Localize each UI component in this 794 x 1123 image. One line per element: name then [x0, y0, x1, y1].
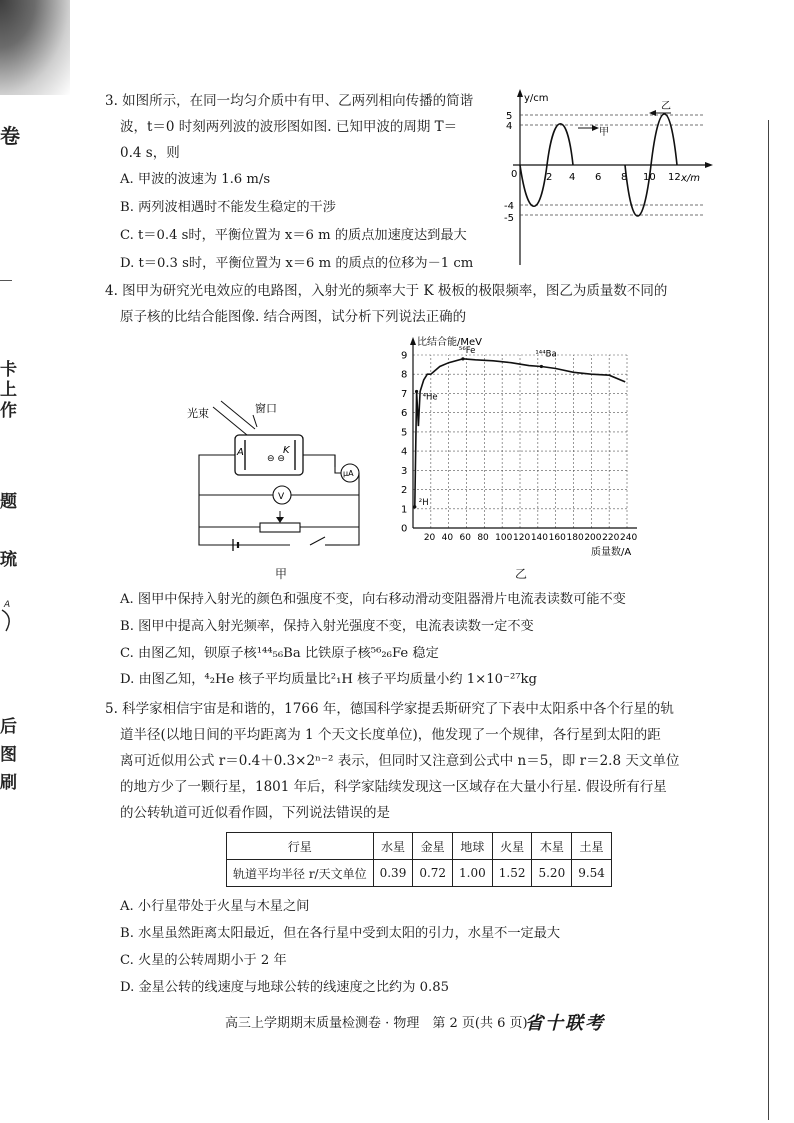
table-row — [227, 833, 612, 860]
y-tick-label: 7 — [401, 388, 408, 400]
x-axis-title: 质量数/A — [591, 547, 632, 558]
table-cell: 9.54 — [572, 860, 612, 887]
x-tick-label: 8 — [621, 172, 628, 183]
y-axis-arrow — [517, 89, 523, 97]
q5-stem-line: 的公转轨道可近似看作圆，下列说法错误的是 — [120, 805, 390, 821]
q5-option-d: D. 金星公转的线速度与地球公转的线速度之比约为 0.85 — [120, 980, 449, 995]
wire — [303, 455, 335, 467]
origin-label: 0 — [511, 169, 518, 180]
q4-option-c: C. 由图乙知，钡原子核¹⁴⁴₅₆Ba 比铁原子核⁵⁶₂₆Fe 稳定 — [120, 646, 439, 661]
q4-stem-line: 原子核的比结合能图像. 结合两图，试分析下列说法正确的 — [120, 309, 467, 325]
q4-option-b: B. 图甲中提高入射光频率，保持入射光强度不变，电流表读数一定不变 — [120, 619, 534, 634]
annotation-point — [461, 357, 464, 360]
q5-stem-line: 的地方少了一颗行星，1801 年后，科学家陆续发现这一区域存在大量小行星. 假设所有行星 — [120, 779, 667, 795]
x-tick-label: 40 — [441, 533, 454, 543]
x-tick-label: 60 — [459, 533, 471, 543]
photoelectric-circuit-figure — [185, 395, 370, 565]
switch — [310, 537, 325, 545]
y-tick-label: 4 — [401, 446, 408, 458]
light-ray — [213, 407, 247, 435]
x-tick-label: 80 — [477, 533, 489, 543]
q5-stem-line: 道半径(以地日间的平均距离为 1 个天文长度单位)，他发现了一个规律，各行星到太阳的距 — [120, 727, 661, 743]
page-footer: 高三上学期期末质量检测卷 · 物理 第 2 页(共 6 页) — [225, 1016, 528, 1031]
table-header-cell: 金星 — [413, 833, 453, 860]
q3-option-c: C. t＝0.4 s时，平衡位置为 x＝6 m 的质点加速度达到最大 — [120, 228, 467, 243]
q3-wave-figure — [503, 85, 723, 270]
y-tick-label: 4 — [506, 121, 513, 132]
q3-stem-line: 0.4 s，则 — [120, 145, 180, 161]
chart-grid — [413, 355, 627, 528]
y-tick-label: -5 — [504, 213, 514, 224]
footer-logo: 省十联考 — [525, 1013, 605, 1034]
q3-option-b: B. 两列波相遇时不能发生稳定的干涉 — [120, 200, 336, 215]
x-tick-label: 12 — [668, 172, 681, 183]
y-tick-label: 2 — [401, 485, 408, 497]
y-tick-label: 1 — [401, 504, 408, 516]
table-cell: 0.72 — [413, 860, 453, 887]
annotation-point — [413, 505, 416, 508]
table-header-cell: 行星 — [227, 833, 374, 860]
y-axis-label: y/cm — [524, 93, 549, 104]
rheostat — [260, 523, 300, 532]
x-tick-label: 2 — [546, 172, 553, 183]
planet-table — [226, 832, 612, 887]
x-tick-label: 160 — [548, 533, 566, 543]
margin-arc-mark — [0, 595, 16, 635]
q4-option-a: A. 图甲中保持入射光的颜色和强度不变，向右移动滑动变阻器滑片电流表读数可能不变 — [120, 592, 626, 607]
x-tick-label: 140 — [530, 533, 549, 543]
plate-a-label: A — [237, 447, 244, 458]
x-axis-arrow — [705, 162, 713, 168]
table-cell: 5.20 — [532, 860, 572, 887]
table-header-cell: 木星 — [532, 833, 572, 860]
margin-char: 刷 — [0, 773, 17, 793]
y-tick-label: 0 — [401, 523, 408, 535]
wave-b-label: 乙 — [661, 101, 671, 112]
x-tick-label: 10 — [643, 172, 656, 183]
light-beam-label: 光束 — [187, 407, 209, 420]
q3-stem-line: 3. 如图所示，在同一均匀介质中有甲、乙两列相向传播的简谐 — [105, 93, 474, 109]
annotation-label: ⁵⁶Fe — [458, 345, 476, 356]
margin-char: 卷 — [0, 124, 20, 148]
table-header-cell: 水星 — [373, 833, 413, 860]
q5-stem-line: 5. 科学家相信宇宙是和谐的，1766 年，德国科学家提丢斯研究了下表中太阳系中各个行星的轨 — [105, 701, 674, 717]
table-header-cell: 地球 — [453, 833, 493, 860]
voltmeter-label: V — [278, 492, 285, 502]
margin-char: 后 — [0, 717, 17, 737]
rheostat-slider — [276, 517, 284, 523]
annotation-point — [415, 390, 418, 393]
x-tick-label: 180 — [566, 533, 584, 543]
svg-text:A: A — [4, 600, 11, 610]
x-tick-label: 200 — [584, 533, 602, 543]
x-tick-label: 20 — [423, 533, 436, 543]
table-header-cell: 土星 — [572, 833, 612, 860]
margin-char: 琉 — [0, 550, 17, 570]
table-cell: 轨道平均半径 r/天文单位 — [227, 860, 374, 887]
y-tick-label: -4 — [504, 201, 514, 212]
y-tick-label: 9 — [401, 350, 408, 362]
margin-char: 上 — [0, 380, 17, 400]
window-label: 窗口 — [255, 402, 277, 415]
q5-option-b: B. 水星虽然距离太阳最近，但在各行星中受到太阳的引力，水星不一定最大 — [120, 926, 561, 941]
q3-option-d: D. t＝0.3 s时，平衡位置为 x＝6 m 的质点的位移为－1 cm — [120, 256, 474, 271]
scan-shadow — [0, 0, 70, 95]
binding-energy-curve — [415, 359, 625, 507]
x-tick-label: 240 — [620, 533, 638, 543]
table-cell: 0.39 — [373, 860, 413, 887]
figure-b-caption: 乙 — [515, 567, 528, 581]
table-cell: 1.00 — [453, 860, 493, 887]
table-row — [227, 860, 612, 887]
electron-marks: ⊖ ⊖ — [267, 454, 285, 464]
x-axis-label: x/m — [681, 173, 701, 184]
annotation-point — [540, 365, 543, 368]
y-axis-arrow — [410, 337, 416, 345]
margin-char: 题 — [0, 492, 17, 512]
margin-char: 卡 — [0, 360, 17, 380]
q5-stem-line: 离可近似用公式 r＝0.4＋0.3×2ⁿ⁻² 表示，但同时又注意到公式中 n＝5，即 r＝2.8 天文单位 — [120, 753, 680, 769]
plate-k-label: K — [283, 445, 290, 456]
y-tick-label: 3 — [401, 465, 408, 477]
y-axis-title: 比结合能/MeV — [417, 337, 482, 348]
y-tick-label: 6 — [401, 408, 408, 420]
table-header-cell: 火星 — [492, 833, 532, 860]
chart-axes — [410, 337, 637, 528]
x-tick-label: 220 — [602, 533, 620, 543]
annotation-label: ⁴He — [422, 392, 438, 403]
q5-option-c: C. 火星的公转周期小于 2 年 — [120, 953, 287, 968]
annotation-label: ²H — [418, 497, 429, 508]
annotation-label: ¹⁴⁴Ba — [535, 349, 557, 360]
y-tick-label: 8 — [401, 369, 408, 381]
wave-a-label: 甲 — [599, 127, 609, 138]
margin-rule — [0, 280, 12, 281]
q5-option-a: A. 小行星带处于火星与木星之间 — [120, 899, 310, 914]
q3-stem-line: 波，t＝0 时刻两列波的波形图如图. 已知甲波的周期 T＝ — [120, 119, 458, 135]
y-tick-label: 5 — [506, 111, 513, 122]
x-tick-label: 4 — [569, 172, 576, 183]
y-tick-label: 5 — [401, 427, 408, 439]
binding-energy-chart — [395, 333, 655, 565]
x-tick-label: 120 — [513, 533, 531, 543]
margin-char: 作 — [0, 401, 17, 421]
x-tick-label: 100 — [495, 533, 513, 543]
right-border-line — [768, 120, 769, 1120]
figure-a-caption: 甲 — [275, 567, 288, 581]
q4-stem-line: 4. 图甲为研究光电效应的电路图，入射光的频率大于 K 极板的极限频率，图乙为质量数不同的 — [105, 283, 668, 299]
x-tick-label: 6 — [595, 172, 602, 183]
light-ray — [221, 401, 255, 429]
q3-option-a: A. 甲波的波速为 1.6 m/s — [120, 172, 271, 187]
q4-option-d: D. 由图乙知，⁴₂He 核子平均质量比²₁H 核子平均质量小约 1×10⁻²⁷kg — [120, 672, 537, 687]
table-cell: 1.52 — [492, 860, 532, 887]
ammeter-label: μA — [343, 469, 354, 478]
margin-char: 图 — [0, 745, 17, 765]
